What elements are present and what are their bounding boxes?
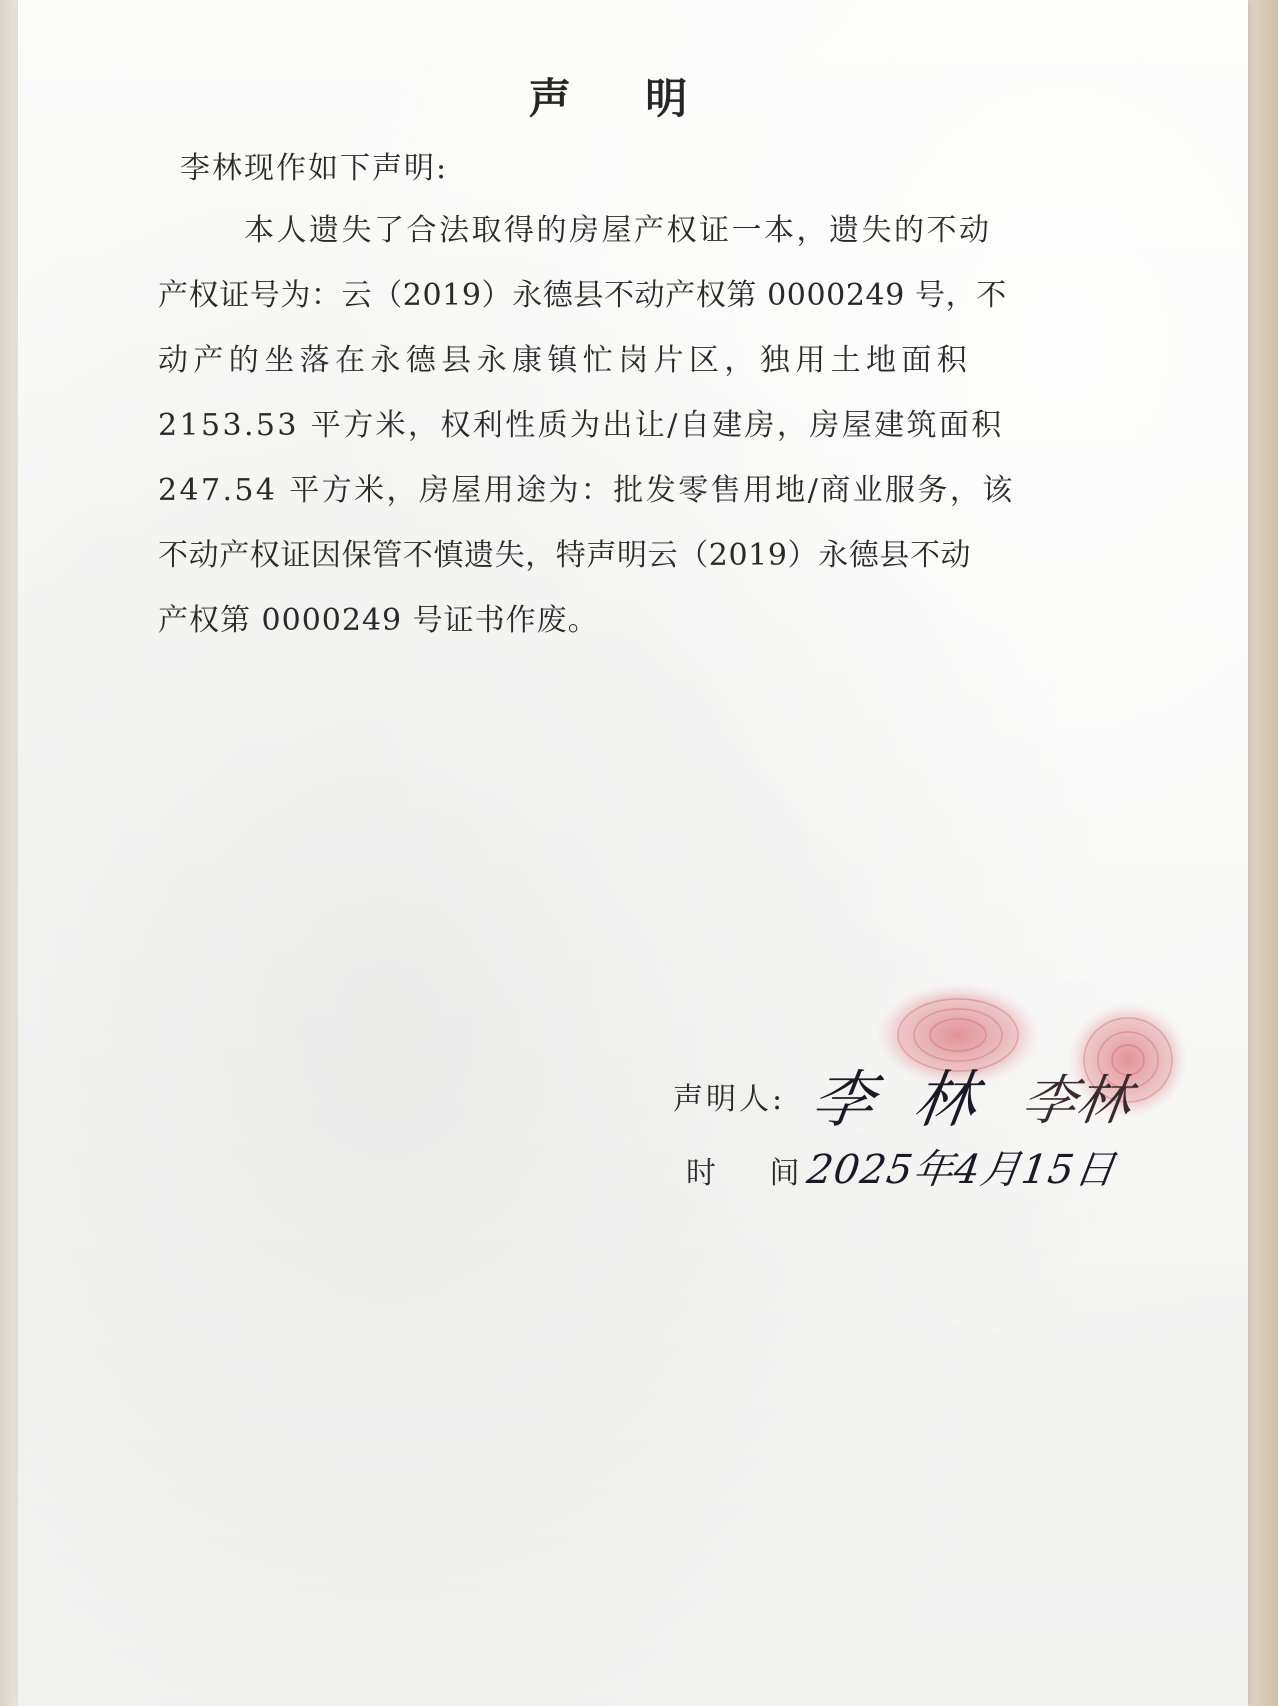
body-line-6: 不动产权证因保管不慎遗失，特声明云（2019）永德县不动 (158, 538, 972, 573)
handwritten-date: 2025年4月15日 (804, 1147, 1119, 1193)
body-line-2: 产权证号为：云（2019）永德县不动产权第 0000249 号，不 (158, 278, 1007, 313)
signer-label: 声明人: (673, 1082, 786, 1117)
intro-line: 李林现作如下声明: (180, 151, 449, 186)
body-line-5: 247.54 平方米，房屋用途为：批发零售用地/商业服务，该 (158, 473, 1015, 508)
body-line-3: 动产的坐落在永德县永康镇忙岗片区，独用土地面积 (158, 343, 973, 378)
body-line-4: 2153.53 平方米，权利性质为出让/自建房，房屋建筑面积 (158, 408, 1004, 443)
time-label: 时 间 (686, 1156, 822, 1191)
body-line-1: 本人遗失了合法取得的房屋产权证一本，遗失的不动 (244, 213, 992, 248)
handwritten-signature-2: 李林 (1018, 1069, 1135, 1132)
page-title: 声 明 (528, 74, 718, 123)
handwritten-signature: 李林 (807, 1063, 1022, 1136)
paper-sheet (18, 0, 1248, 1706)
body-line-7: 产权第 0000249 号证书作废。 (158, 603, 599, 638)
